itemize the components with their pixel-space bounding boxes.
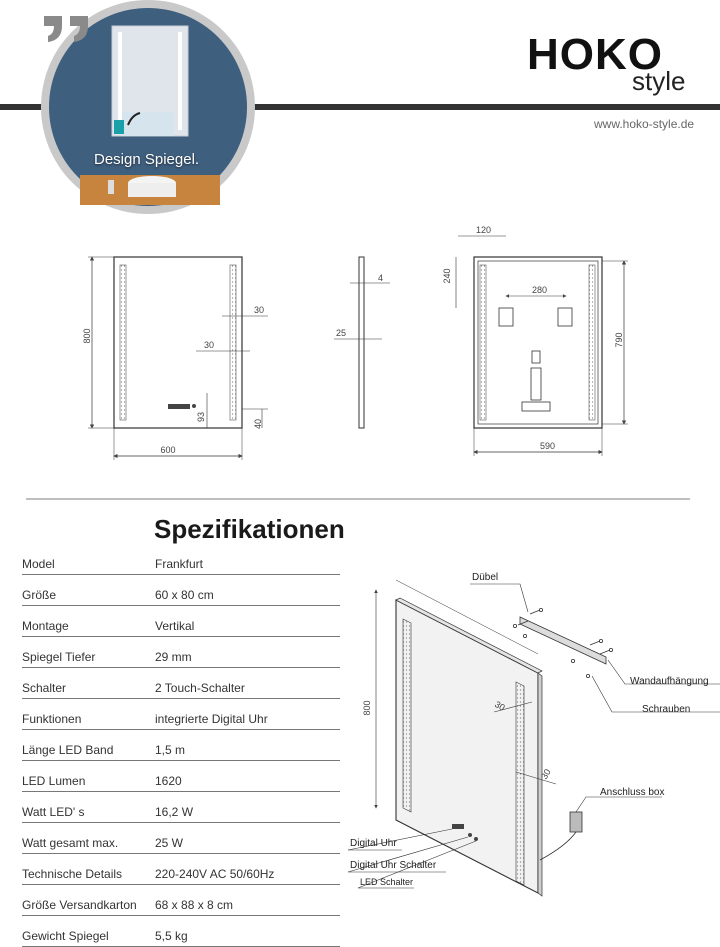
spec-value: 1620: [155, 774, 182, 788]
brand-style: style: [632, 66, 686, 96]
front-offset-top-label: 30: [254, 305, 265, 315]
label-led-schalter: LED Schalter: [360, 877, 414, 887]
spec-title: Spezifikationen: [154, 514, 345, 544]
badge-text: Design Spiegel.: [94, 151, 200, 168]
spec-row: [22, 891, 340, 916]
spec-key: Watt LED' s: [22, 805, 85, 819]
spec-value: 1,5 m: [155, 743, 186, 757]
website-link[interactable]: www.hoko-style.de: [594, 117, 695, 131]
back-mount-spacing-label: 280: [532, 285, 548, 295]
back-view: [456, 236, 628, 456]
spec-key: Funktionen: [22, 712, 82, 726]
spec-row: [22, 922, 340, 947]
spec-row: [22, 829, 340, 854]
spec-row: [22, 798, 340, 823]
spec-row: [22, 674, 340, 699]
spec-row: [22, 860, 340, 885]
back-mount-height-label: 240: [442, 268, 452, 284]
spec-row: [22, 705, 340, 730]
front-clock-height-label: 93: [196, 411, 206, 423]
spec-value: Frankfurt: [155, 557, 204, 571]
spec-row: [22, 767, 340, 792]
side-depth-label: 4: [378, 273, 384, 283]
spec-value: 25 W: [155, 836, 184, 850]
spec-key: Spiegel Tiefer: [22, 650, 96, 664]
persp-height-label: 800: [362, 700, 372, 716]
spec-key: Model: [22, 557, 55, 571]
label-wandaufhaengung: Wandaufhängung: [630, 676, 709, 687]
spec-key: Montage: [22, 619, 69, 633]
front-view: [88, 257, 268, 460]
spec-value: 60 x 80 cm: [155, 588, 214, 602]
quote-icon: [44, 16, 88, 42]
front-height-label: 800: [82, 328, 92, 344]
product-photo-badge: [41, 0, 255, 214]
spec-row: [22, 550, 340, 575]
spec-row: [22, 612, 340, 637]
spec-value: 16,2 W: [155, 805, 194, 819]
spec-value: Vertikal: [155, 619, 195, 633]
side-thickness-label: 25: [336, 328, 347, 338]
spec-key: Technische Details: [22, 867, 123, 881]
front-width-label: 600: [160, 445, 176, 455]
label-anschluss-box: Anschluss box: [600, 787, 665, 798]
spec-key: Größe: [22, 588, 57, 602]
back-top-offset-label: 120: [476, 225, 492, 235]
back-height-label: 790: [614, 332, 624, 348]
spec-value: 68 x 88 x 8 cm: [155, 898, 234, 912]
label-schrauben: Schrauben: [642, 704, 691, 715]
spec-row: [22, 736, 340, 761]
spec-row: [22, 581, 340, 606]
persp-offset-a-label: 30: [493, 699, 507, 713]
spec-row: [22, 643, 340, 668]
spec-key: Watt gesamt max.: [22, 836, 119, 850]
persp-offset-b-label: 30: [539, 767, 553, 781]
label-duebel: Dübel: [472, 572, 499, 583]
spec-value: integrierte Digital Uhr: [155, 712, 268, 726]
front-bottom-offset-label: 40: [253, 418, 263, 430]
label-digital-uhr-schalter: Digital Uhr Schalter: [350, 860, 437, 871]
brand-logo: HOKO: [527, 30, 663, 79]
spec-key: LED Lumen: [22, 774, 86, 788]
perspective-view: [348, 580, 720, 896]
spec-key: Länge LED Band: [22, 743, 114, 757]
label-digital-uhr: Digital Uhr: [350, 838, 397, 849]
spec-key: Schalter: [22, 681, 67, 695]
spec-key: Gewicht Spiegel: [22, 929, 109, 943]
spec-value: 29 mm: [155, 650, 192, 664]
spec-value: 5,5 kg: [155, 929, 188, 943]
spec-value: 2 Touch-Schalter: [155, 681, 245, 695]
back-width-label: 590: [540, 441, 556, 451]
front-offset-side-label: 30: [204, 340, 215, 350]
spec-value: 220-240V AC 50/60Hz: [155, 867, 275, 881]
spec-key: Größe Versandkarton: [22, 898, 137, 912]
